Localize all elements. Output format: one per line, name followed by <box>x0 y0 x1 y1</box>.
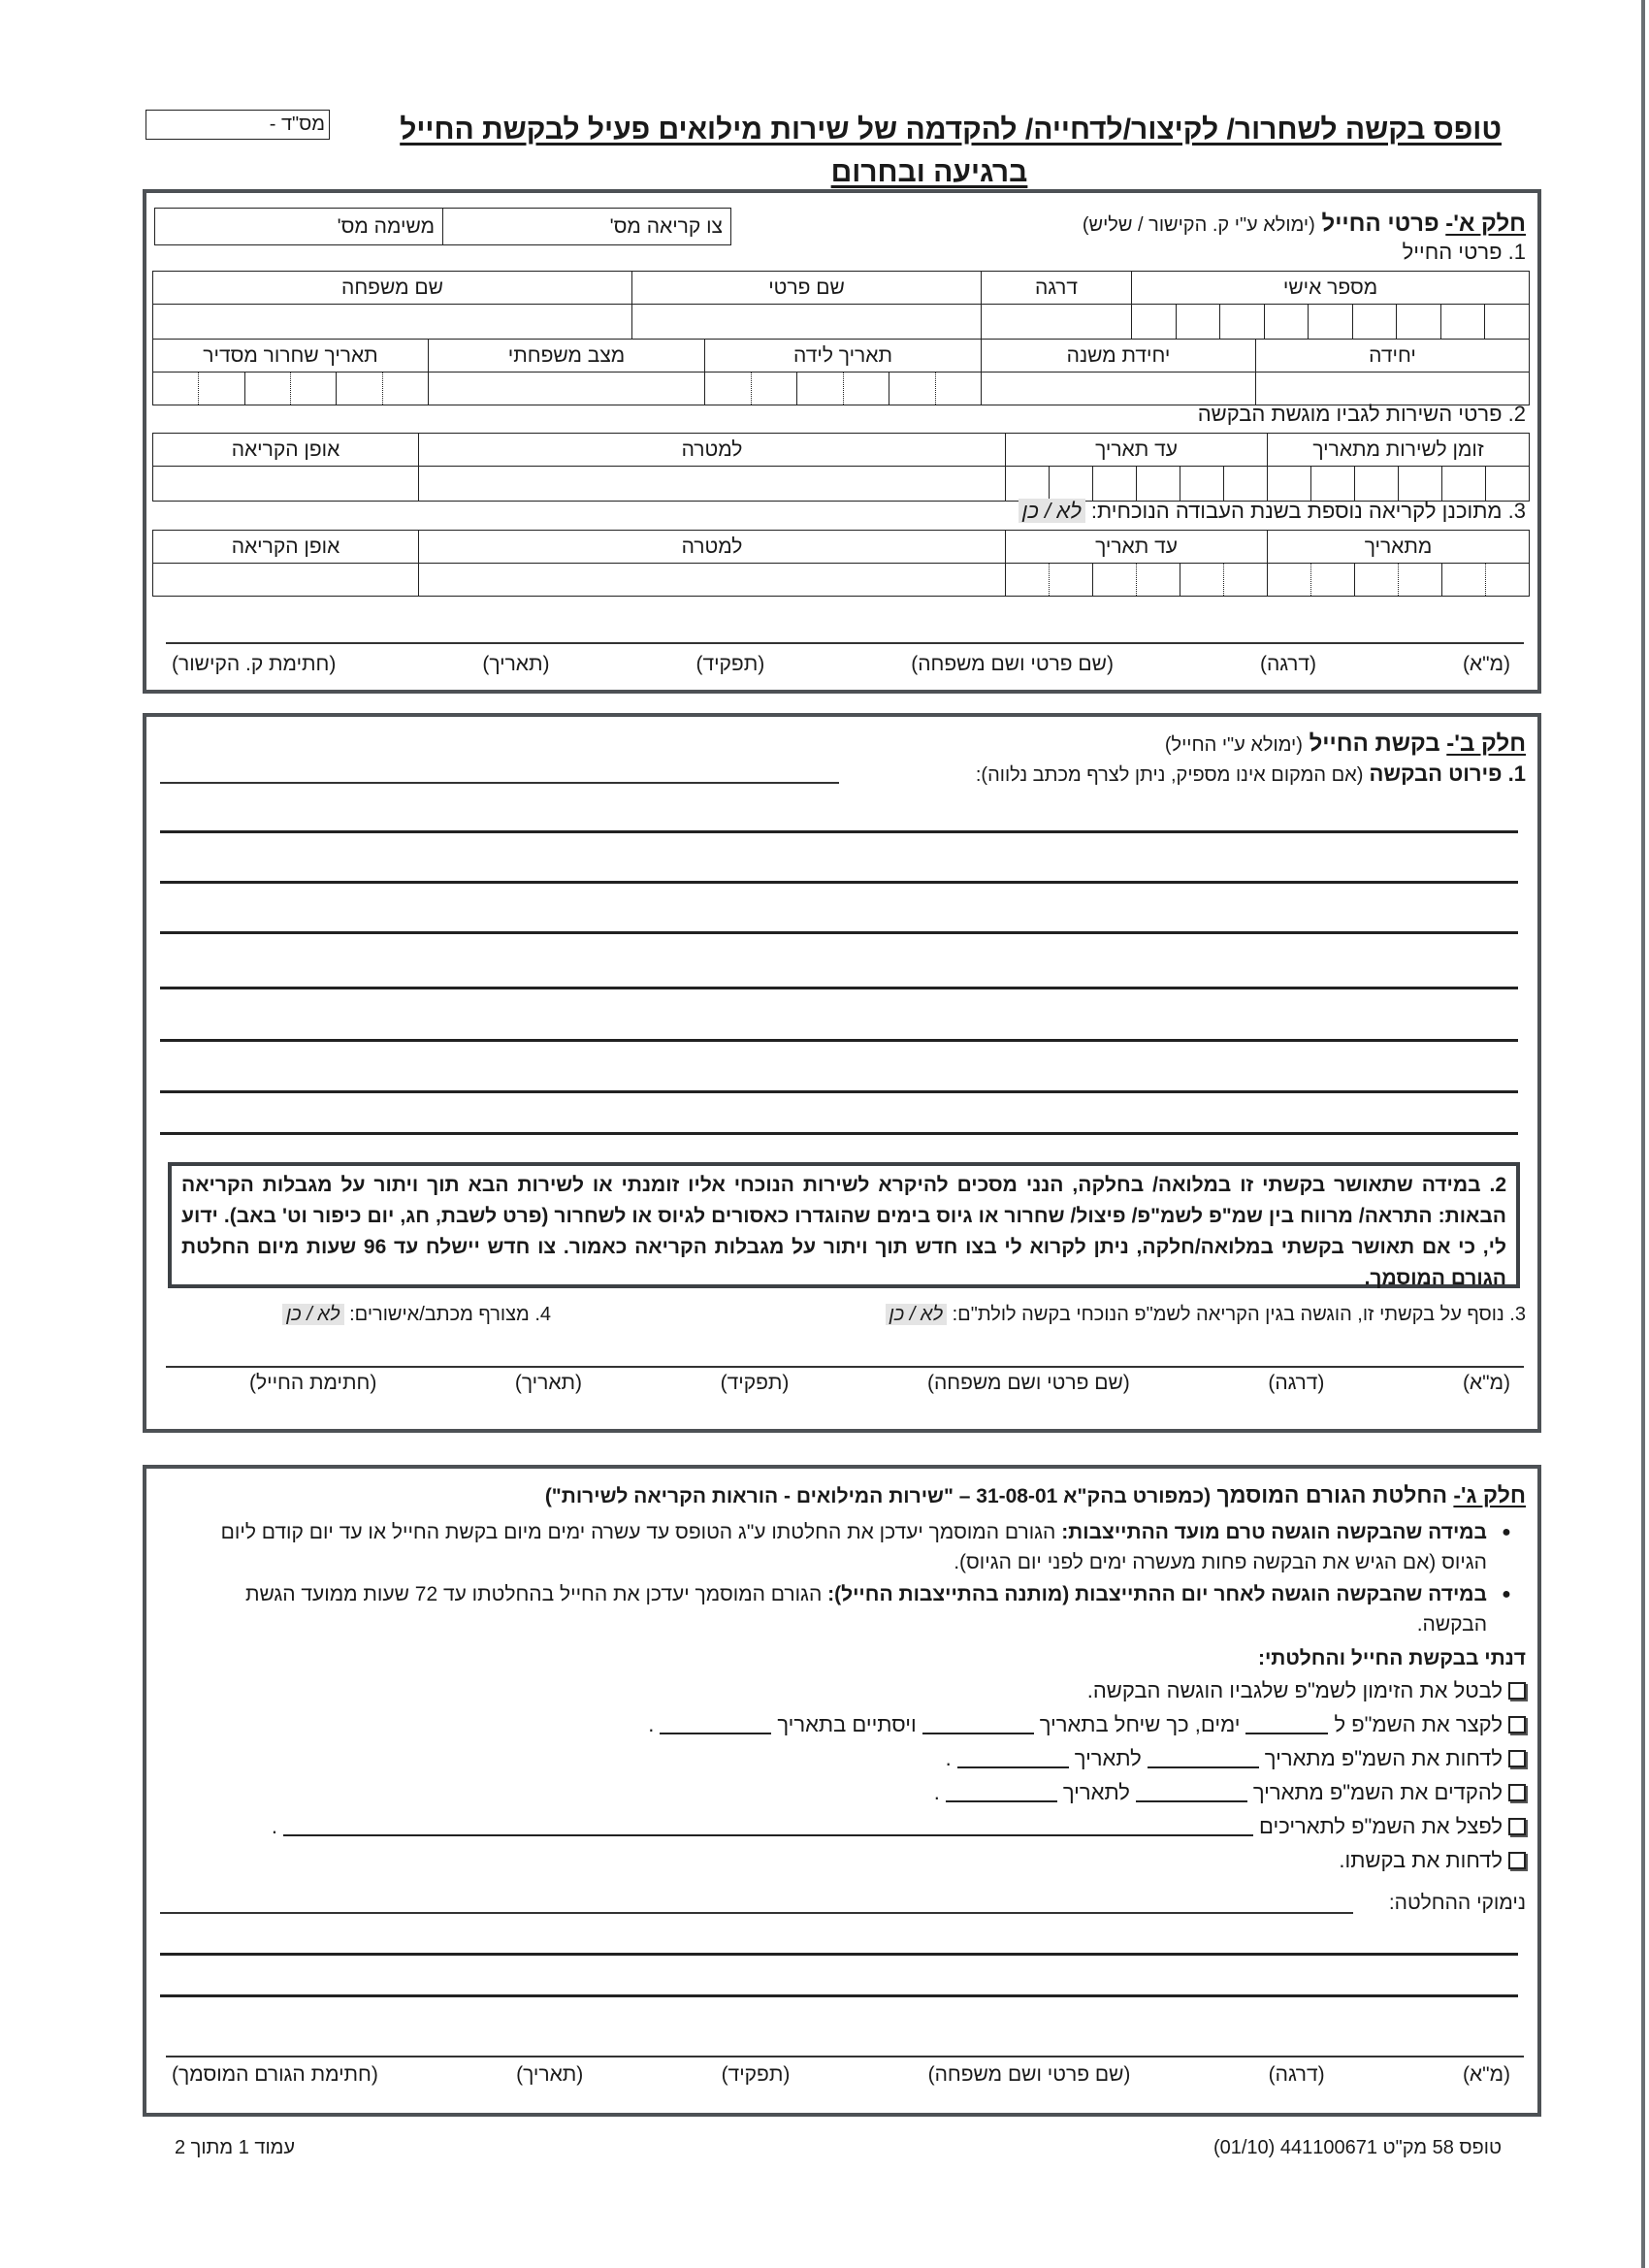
header-rank: דרגה <box>982 272 1132 305</box>
request-line-1[interactable] <box>160 830 1518 833</box>
part-a-sub1: 1. פרטי החייל <box>1402 240 1526 264</box>
service-from-input[interactable] <box>1268 467 1530 502</box>
option-split: לפצל את השמ"פ לתאריכים . <box>272 1814 1526 1839</box>
option-advance: להקדים את השמ"פ מתאריך לתאריך . <box>934 1780 1526 1805</box>
scan-edge <box>1641 0 1645 2268</box>
sig-label-date: (תאריך) <box>482 653 550 675</box>
postpone-to-field[interactable] <box>957 1749 1069 1768</box>
header-birth-date: תאריך לידה <box>705 340 982 373</box>
reasons-line-3[interactable] <box>160 1994 1518 1997</box>
option-postpone: לדחות את השמ"פ מתאריך לתאריך . <box>946 1746 1526 1771</box>
part-a-signature-line[interactable] <box>166 642 1524 644</box>
planned-call-yes-no[interactable]: לא / כן <box>1018 499 1085 523</box>
marital-status-input[interactable] <box>429 373 705 405</box>
option-reject: לדחות את בקשתו. <box>1339 1848 1526 1873</box>
part-c-signature-line[interactable] <box>166 2056 1524 2057</box>
sig-label-id: (מ"א) <box>1462 1372 1510 1394</box>
sig-label-name: (שם פרטי ושם משפחה) <box>927 1372 1130 1394</box>
last-name-input[interactable] <box>153 305 632 340</box>
bullet-after-reporting: ● במידה שהבקשה הוגשה לאחר יום ההתייצבות (מותנה בהתייצבות החייל): הגורם המוסמך יעדכן את החייל בהחלטתו עד 72 שעות ממועד הגשת הבקשה. <box>244 1583 1511 1636</box>
rank-input[interactable] <box>982 305 1132 340</box>
header-planned-to: עד תאריך <box>1006 531 1268 564</box>
part-a-sub3: 3. מתוכנן לקריאה נוספת בשנת העבודה הנוכחית: לא / כן <box>1018 499 1526 524</box>
part-a-sub2: 2. פרטי השירות לגביו מוגשת הבקשה <box>1197 402 1526 426</box>
call-order-field[interactable]: צו קריאה מס' <box>443 209 731 245</box>
sig-label-rank: (דרגה) <box>1268 2063 1325 2086</box>
planned-call-table <box>152 530 1530 597</box>
shorten-start-date-field[interactable] <box>922 1715 1034 1734</box>
part-a-heading: חלק א'- פרטי החייל (ימולא ע"י ק. הקישור / שליש) <box>1082 211 1526 237</box>
sig-label-signature: (חתימת החייל) <box>249 1372 377 1394</box>
postpone-from-field[interactable] <box>1148 1749 1259 1768</box>
advance-to-field[interactable] <box>946 1783 1057 1802</box>
split-dates-field[interactable] <box>283 1817 1253 1836</box>
sig-label-role: (תפקיד) <box>721 2063 791 2086</box>
soldier-details-table-2 <box>152 339 1530 405</box>
sig-label-name: (שם פרטי ושם משפחה) <box>927 2063 1131 2086</box>
first-name-input[interactable] <box>632 305 982 340</box>
header-planned-purpose: למטרה <box>419 531 1006 564</box>
release-date-input[interactable] <box>153 373 429 405</box>
call-method-input[interactable] <box>153 467 419 502</box>
service-purpose-input[interactable] <box>419 467 1006 502</box>
checkbox-split[interactable] <box>1508 1818 1526 1835</box>
sig-label-signature: (חתימת ק. הקישור) <box>172 653 337 675</box>
consent-paragraph: 2. במידה שתאושר בקשתי זו במלואה/ בחלקה, הנני מסכים להיקרא לשירות הנוכחי אליו זומנתי או לשירות הבא תוך ויתור על מגבלות הקריאה הבאות: התראה/ מרווח בין שמ"פ לשמ"פ/ פיצול/ שחרור או גיוס בימים שהוגדרו כאסורים לגיוס או לשחרור (פרט לשבת, חג, יום כיפור וט' באב). ידוע לי, כי אם תאושר בקשתי במלואה/חלקה, ניתן לקרוא לי בצו חדש תוך ויתור על מגבלות הקריאה כאמור. צו חדש יישלח עד 96 שעות מיום החלטת הגורם המוסמך. <box>168 1162 1520 1288</box>
option-cancel: לבטל את הזימון לשמ"פ שלגביו הוגשה הבקשה. <box>1087 1678 1526 1703</box>
request-line-5[interactable] <box>160 1039 1518 1042</box>
header-planned-from: מתאריך <box>1268 531 1530 564</box>
soldier-details-table-1 <box>152 271 1530 340</box>
request-line-2[interactable] <box>160 881 1518 884</box>
call-order-table <box>154 208 731 245</box>
sig-label-id: (מ"א) <box>1462 653 1510 675</box>
part-b-signature-line[interactable] <box>166 1366 1524 1368</box>
unit-input[interactable] <box>1256 373 1530 405</box>
planned-to-input[interactable] <box>1006 564 1268 597</box>
decision-heading: דנתי בבקשת החייל והחלטתי: <box>1257 1647 1526 1669</box>
serial-number-label: מס"ד - <box>269 113 325 135</box>
part-b-heading: חלק ב'- בקשת החייל (ימולא ע"י החייל) <box>1164 730 1526 757</box>
header-personal-number: מספר אישי <box>1132 272 1530 305</box>
task-number-field[interactable]: משימה מס' <box>155 209 443 245</box>
sig-label-date: (תאריך) <box>516 2063 584 2086</box>
part-a-signature-labels <box>172 653 1510 676</box>
header-service-purpose: למטרה <box>419 434 1006 467</box>
reasons-label: נימוקי ההחלטה: <box>1388 1892 1526 1914</box>
lotem-request-yes-no[interactable]: לא / כן <box>886 1304 948 1325</box>
sig-label-date: (תאריך) <box>514 1372 583 1394</box>
part-b-item3: 3. נוסף על בקשתי זו, הוגשה בגין הקריאה לשמ"פ הנוכחי בקשה לולת"ם: לא / כן <box>886 1304 1527 1326</box>
shorten-end-date-field[interactable] <box>660 1715 771 1734</box>
part-c-heading: חלק ג'- החלטת הגורם המוסמך (כמפורט בהק"א 31-08-01 – "שירות המילואים - הוראות הקריאה לשירות") <box>544 1482 1526 1507</box>
request-line-7[interactable] <box>160 1132 1518 1135</box>
sig-label-role: (תפקיד) <box>720 1372 790 1394</box>
sig-label-signature: (חתימת הגורם המוסמך) <box>172 2063 378 2086</box>
header-sub-unit: יחידת משנה <box>982 340 1256 373</box>
advance-from-field[interactable] <box>1136 1783 1247 1802</box>
reasons-line-2[interactable] <box>160 1953 1518 1956</box>
sig-label-name: (שם פרטי ושם משפחה) <box>911 653 1114 675</box>
planned-from-input[interactable] <box>1268 564 1530 597</box>
request-line-4[interactable] <box>160 987 1518 989</box>
sig-label-id: (מ"א) <box>1462 2063 1510 2086</box>
part-a-section <box>143 189 1541 694</box>
part-c-section <box>143 1465 1541 2117</box>
bullet-before-reporting: ● במידה שהבקשה הוגשה טרם מועד ההתייצבות: הגורם המוסמך יעדכן את החלטתו ע"ג הטופס עד עשרה ימים מיום בקשת החייל או עד יום קודם ליום הגיוס (אם הגיש את הבקשה פחות מעשרה ימים לפני יום הגיוס). <box>220 1521 1511 1573</box>
part-b-item4: 4. מצורף מכתב/אישורים: לא / כן <box>282 1304 551 1326</box>
request-line-3[interactable] <box>160 931 1518 934</box>
page-title <box>357 109 1502 194</box>
part-b-signature-labels <box>249 1372 1510 1395</box>
reasons-line-1[interactable] <box>160 1912 1353 1914</box>
personal-number-input[interactable] <box>1132 305 1530 340</box>
checkbox-advance[interactable] <box>1508 1784 1526 1801</box>
service-to-input[interactable] <box>1006 467 1268 502</box>
sig-label-rank: (דרגה) <box>1259 653 1316 675</box>
request-line-0[interactable] <box>160 782 839 784</box>
attachment-yes-no[interactable]: לא / כן <box>282 1304 344 1325</box>
header-call-method: אופן הקריאה <box>153 434 419 467</box>
header-release-date: תאריך שחרור מסדיר <box>153 340 429 373</box>
checkbox-cancel[interactable] <box>1508 1682 1526 1700</box>
part-b-section <box>143 713 1541 1433</box>
title-line-1: טופס בקשה לשחרור/ לקיצור/לדחייה/ להקדמה של שירות מילואים פעיל לבקשת החייל <box>400 113 1502 146</box>
title-line-2: ברגיעה ובחרום <box>830 156 1028 188</box>
part-c-signature-labels <box>172 2063 1510 2087</box>
form-id-footer: טופס 58 מק"ט 441100671 (01/10) <box>1212 2137 1502 2158</box>
planned-method-input[interactable] <box>153 564 419 597</box>
planned-purpose-input[interactable] <box>419 564 1006 597</box>
header-last-name: שם משפחה <box>153 272 632 305</box>
serial-number-field[interactable] <box>146 110 330 140</box>
header-planned-method: אופן הקריאה <box>153 531 419 564</box>
header-service-from: זומן לשירות מתאריך <box>1268 434 1530 467</box>
header-unit: יחידה <box>1256 340 1530 373</box>
checkbox-reject[interactable] <box>1508 1852 1526 1869</box>
request-line-6[interactable] <box>160 1090 1518 1093</box>
page-number-footer: עמוד 1 מתוך 2 <box>175 2137 296 2158</box>
birth-date-input[interactable] <box>705 373 982 405</box>
part-b-item1: 1. פירוט הבקשה (אם המקום אינו מספיק, ניתן לצרף מכתב נלווה): <box>975 761 1526 786</box>
shorten-days-field[interactable] <box>1245 1715 1328 1734</box>
header-first-name: שם פרטי <box>632 272 982 305</box>
header-service-to: עד תאריך <box>1006 434 1268 467</box>
header-marital-status: מצב משפחתי <box>429 340 705 373</box>
sig-label-role: (תפקיד) <box>695 653 765 675</box>
sub-unit-input[interactable] <box>982 373 1256 405</box>
option-shorten: לקצר את השמ"פ ל ימים, כך שיחל בתאריך ויסתיים בתאריך . <box>648 1712 1526 1737</box>
sig-label-rank: (דרגה) <box>1268 1372 1325 1394</box>
checkbox-postpone[interactable] <box>1508 1750 1526 1767</box>
checkbox-shorten[interactable] <box>1508 1716 1526 1733</box>
service-details-table <box>152 433 1530 502</box>
